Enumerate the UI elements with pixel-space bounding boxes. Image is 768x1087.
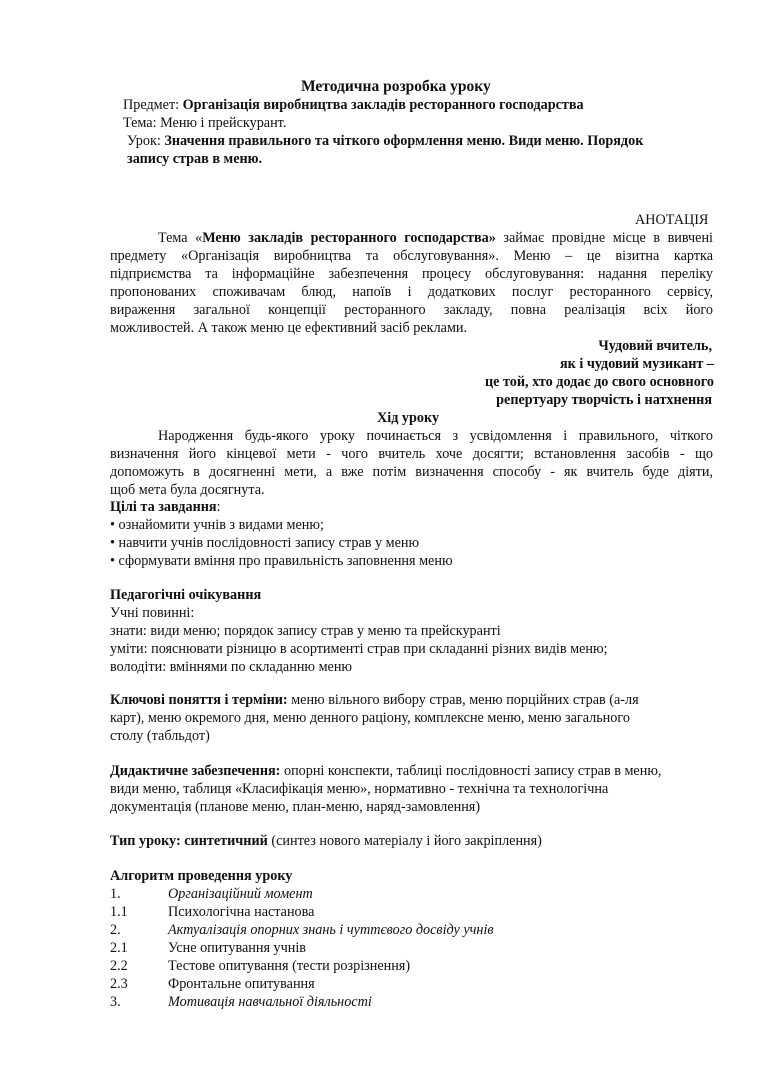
annotation-line: можливостей. А також меню це ефективний засіб реклами. (110, 320, 468, 336)
annotation-text: займає провідне місце в вивчені (495, 230, 713, 246)
lesson-type-heading: Тип уроку: синтетичний (110, 833, 268, 849)
course-line: Народження будь-якого уроку починається з усвідомлення і правильного, чіткого (158, 428, 713, 444)
terms-text: меню вільного вибору страв, меню порційних страв (а-ля (287, 692, 639, 708)
terms-line (110, 691, 639, 709)
step-text: Мотивація навчальної діяльності (168, 994, 372, 1010)
didactic-text: опорні конспекти, таблиці послідовності запису страв в меню, (280, 763, 662, 779)
lesson-line (127, 132, 643, 150)
step-text: Актуалізація опорних знань і чуттєвого досвіду учнів (168, 922, 494, 938)
annotation-line: вираження загальної концепції ресторанного закладу, повна реалізація всіх його (110, 302, 713, 318)
topic-line: Тема: Меню і прейскурант. (123, 115, 287, 131)
didactic-line: види меню, таблиця «Класифікація меню», нормативно - технічна та технологічна (110, 781, 609, 797)
page-title: Методична розробка уроку (301, 78, 491, 95)
expectations-heading: Педагогічні очікування (110, 587, 262, 603)
goals-heading-line (110, 498, 221, 516)
lesson-label: Урок: (127, 133, 161, 149)
annotation-line: підприємства та інформаційне забезпечення процесу обслуговування: надання переліку (110, 266, 713, 282)
didactic-line (110, 762, 661, 780)
course-line: допоможуть в досягненні мети, а вже потім визначення способу - як вчитель буде діяти, (110, 464, 713, 480)
step-number: 2.2 (110, 958, 128, 974)
step-number: 1. (110, 886, 121, 902)
lesson-text: Значення правильного та чіткого оформлення меню. Види меню. Порядок (164, 133, 644, 149)
step-text: Організаційний момент (168, 886, 313, 902)
annotation-line: предмету «Організація виробництва та обслуговування». Меню – це візитна картка (110, 248, 713, 264)
course-line: визначення його кінцевої мети - чого вчитель хоче досягти; встановлення засобів - що (110, 446, 713, 462)
expectations-line: володіти: вміннями по складанню меню (110, 659, 353, 675)
quote-line: як і чудовий музикант – (559, 356, 714, 372)
step-number: 1.1 (110, 904, 128, 920)
step-text: Тестове опитування (тести розрізнення) (168, 958, 411, 974)
expectations-line: Учні повинні: (110, 605, 195, 621)
expectations-line: знати: види меню; порядок запису страв у меню та прейскуранті (110, 623, 501, 639)
step-text: Усне опитування учнів (168, 940, 306, 956)
step-text: Психологічна настанова (168, 904, 315, 920)
step-number: 2. (110, 922, 121, 938)
terms-line: столу (табльдот) (110, 728, 210, 744)
annotation-line (110, 229, 713, 247)
goal-item: • навчити учнів послідовності запису страв у меню (110, 535, 420, 551)
annotation-heading: АНОТАЦІЯ (635, 212, 709, 228)
goals-heading: Цілі та завдання (110, 499, 217, 515)
step-number: 2.1 (110, 940, 128, 956)
lesson-text-cont: запису страв в меню. (127, 151, 263, 167)
algorithm-heading: Алгоритм проведення уроку (110, 868, 293, 884)
step-number: 2.3 (110, 976, 128, 992)
didactic-line: документація (планове меню, план-меню, наряд-замовлення) (110, 799, 481, 815)
course-heading: Хід уроку (377, 410, 440, 426)
annotation-bold: Меню закладів ресторанного господарства» (202, 230, 496, 246)
goal-item: • ознайомити учнів з видами меню; (110, 517, 324, 533)
didactic-heading: Дидактичне забезпечення: (110, 763, 281, 779)
goal-item: • сформувати вміння про правильність заповнення меню (110, 553, 453, 569)
step-text: Фронтальне опитування (168, 976, 315, 992)
goals-colon: : (216, 499, 221, 515)
step-number: 3. (110, 994, 121, 1010)
quote-line: це той, хто додає до свого основного (484, 374, 714, 390)
annotation-text: Тема « (158, 230, 203, 246)
expectations-line: уміти: пояснювати різницю в асортименті страв при складанні різних видів меню; (110, 641, 608, 657)
subject-line (123, 96, 584, 114)
lesson-type-line (110, 832, 542, 850)
quote-line: репертуару творчість і натхнення (496, 392, 712, 408)
terms-heading: Ключові поняття і терміни: (110, 692, 288, 708)
quote-line: Чудовий вчитель, (598, 338, 712, 354)
terms-line: карт), меню окремого дня, меню денного раціону, комплексне меню, меню загального (110, 710, 630, 726)
course-line: щоб мета була досягнута. (110, 482, 265, 498)
subject-text: Організація виробництва закладів ресторанного господарства (182, 97, 584, 113)
annotation-line: пропонованих споживачам блюд, напоїв і додаткових послуг ресторанного сервісу, (110, 284, 713, 300)
subject-label: Предмет: (123, 97, 180, 113)
lesson-type-text: (синтез нового матеріалу і його закріплення) (267, 833, 542, 849)
